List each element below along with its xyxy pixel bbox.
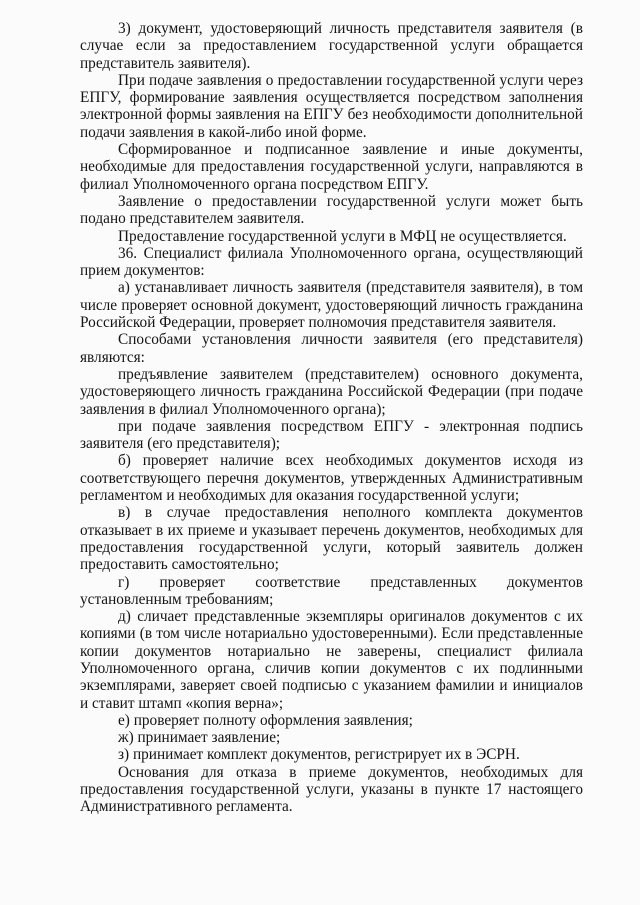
paragraph-identity-methods: Способами установления личности заявителя (его представителя) являются: [80,331,583,366]
paragraph-zh-accept-application: ж) принимает заявление; [118,729,281,747]
paragraph-refusal-grounds: Основания для отказа в приеме документов, необходимых для предоставления государственной услуги, указаны в пункте 17 настоящего Административного регламента. [80,763,583,816]
paragraph-representative-submission: Заявление о предоставлении государственной услуги может быть подано представителем заявителя. [80,192,583,228]
paragraph-a-identity: а) устанавливает личность заявителя (представителя заявителя), в том числе проверяет основной документ, удостоверяющий личность гражданина Российской Федерации, проверяет полномочия представителя заявителя. [80,279,583,332]
document-body [80,20,583,816]
paragraph-d-compare-copies: д) сличает представленные экземпляры оригиналов документов с их копиями (в том числе нотариально удостоверенными). Если представленные копии документов нотариально не заверены, специалист филиала Уполномоченного органа, сличив копии документов с их подлинными экземплярами, заверяет своей подписью с указанием фамилии и инициалов и ставит штамп «копия верна»; [80,608,583,712]
paragraph-3-representative-document: 3) документ, удостоверяющий личность представителя заявителя (в случае если за предоставлением государственной услуги обращается представитель заявителя). [80,20,583,72]
paragraph-identity-document: предъявление заявителем (представителем) основного документа, удостоверяющего личность гражданина Российской Федерации (при подаче заявления в филиал Уполномоченного органа); [80,365,583,418]
paragraph-electronic-signature: при подаче заявления посредством ЕПГУ - электронная подпись заявителя (его представителя); [80,417,583,453]
paragraph-b-check-documents: б) проверяет наличие всех необходимых документов исходя из соответствующего перечня документов, утвержденных Административным регламентом и необходимых для оказания государственной услуги; [80,452,583,505]
paragraph-mfc-not-provided: Предоставление государственной услуги в МФЦ не осуществляется. [118,227,567,245]
paragraph-epgu-submission: При подаче заявления о предоставлении государственной услуги через ЕПГУ, формирование заявления осуществляется посредством заполнения электронной формы заявления на ЕПГУ без необходимости дополнительной подачи заявления в какой-либо иной форме. [80,71,583,141]
paragraph-documents-sent-via-epgu: Сформированное и подписанное заявление и иные документы, необходимые для предоставления государственной услуги, направляются в филиал Уполномоченного органа посредством ЕПГУ. [80,141,583,193]
paragraph-e-completeness: е) проверяет полноту оформления заявления; [118,711,413,729]
paragraph-v-incomplete-set: в) в случае предоставления неполного комплекта документов отказывает в их приеме и указывает перечень документов, необходимых для предоставления государственной услуги, который заявитель должен предоставить самостоятельно; [80,504,583,574]
paragraph-g-compliance: г) проверяет соответствие представленных документов установленным требованиям; [80,573,583,608]
paragraph-z-register: з) принимает комплект документов, регистрирует их в ЭСРН. [118,746,520,764]
paragraph-36-specialist: 36. Специалист филиала Уполномоченного органа, осуществляющий прием документов: [80,244,583,280]
